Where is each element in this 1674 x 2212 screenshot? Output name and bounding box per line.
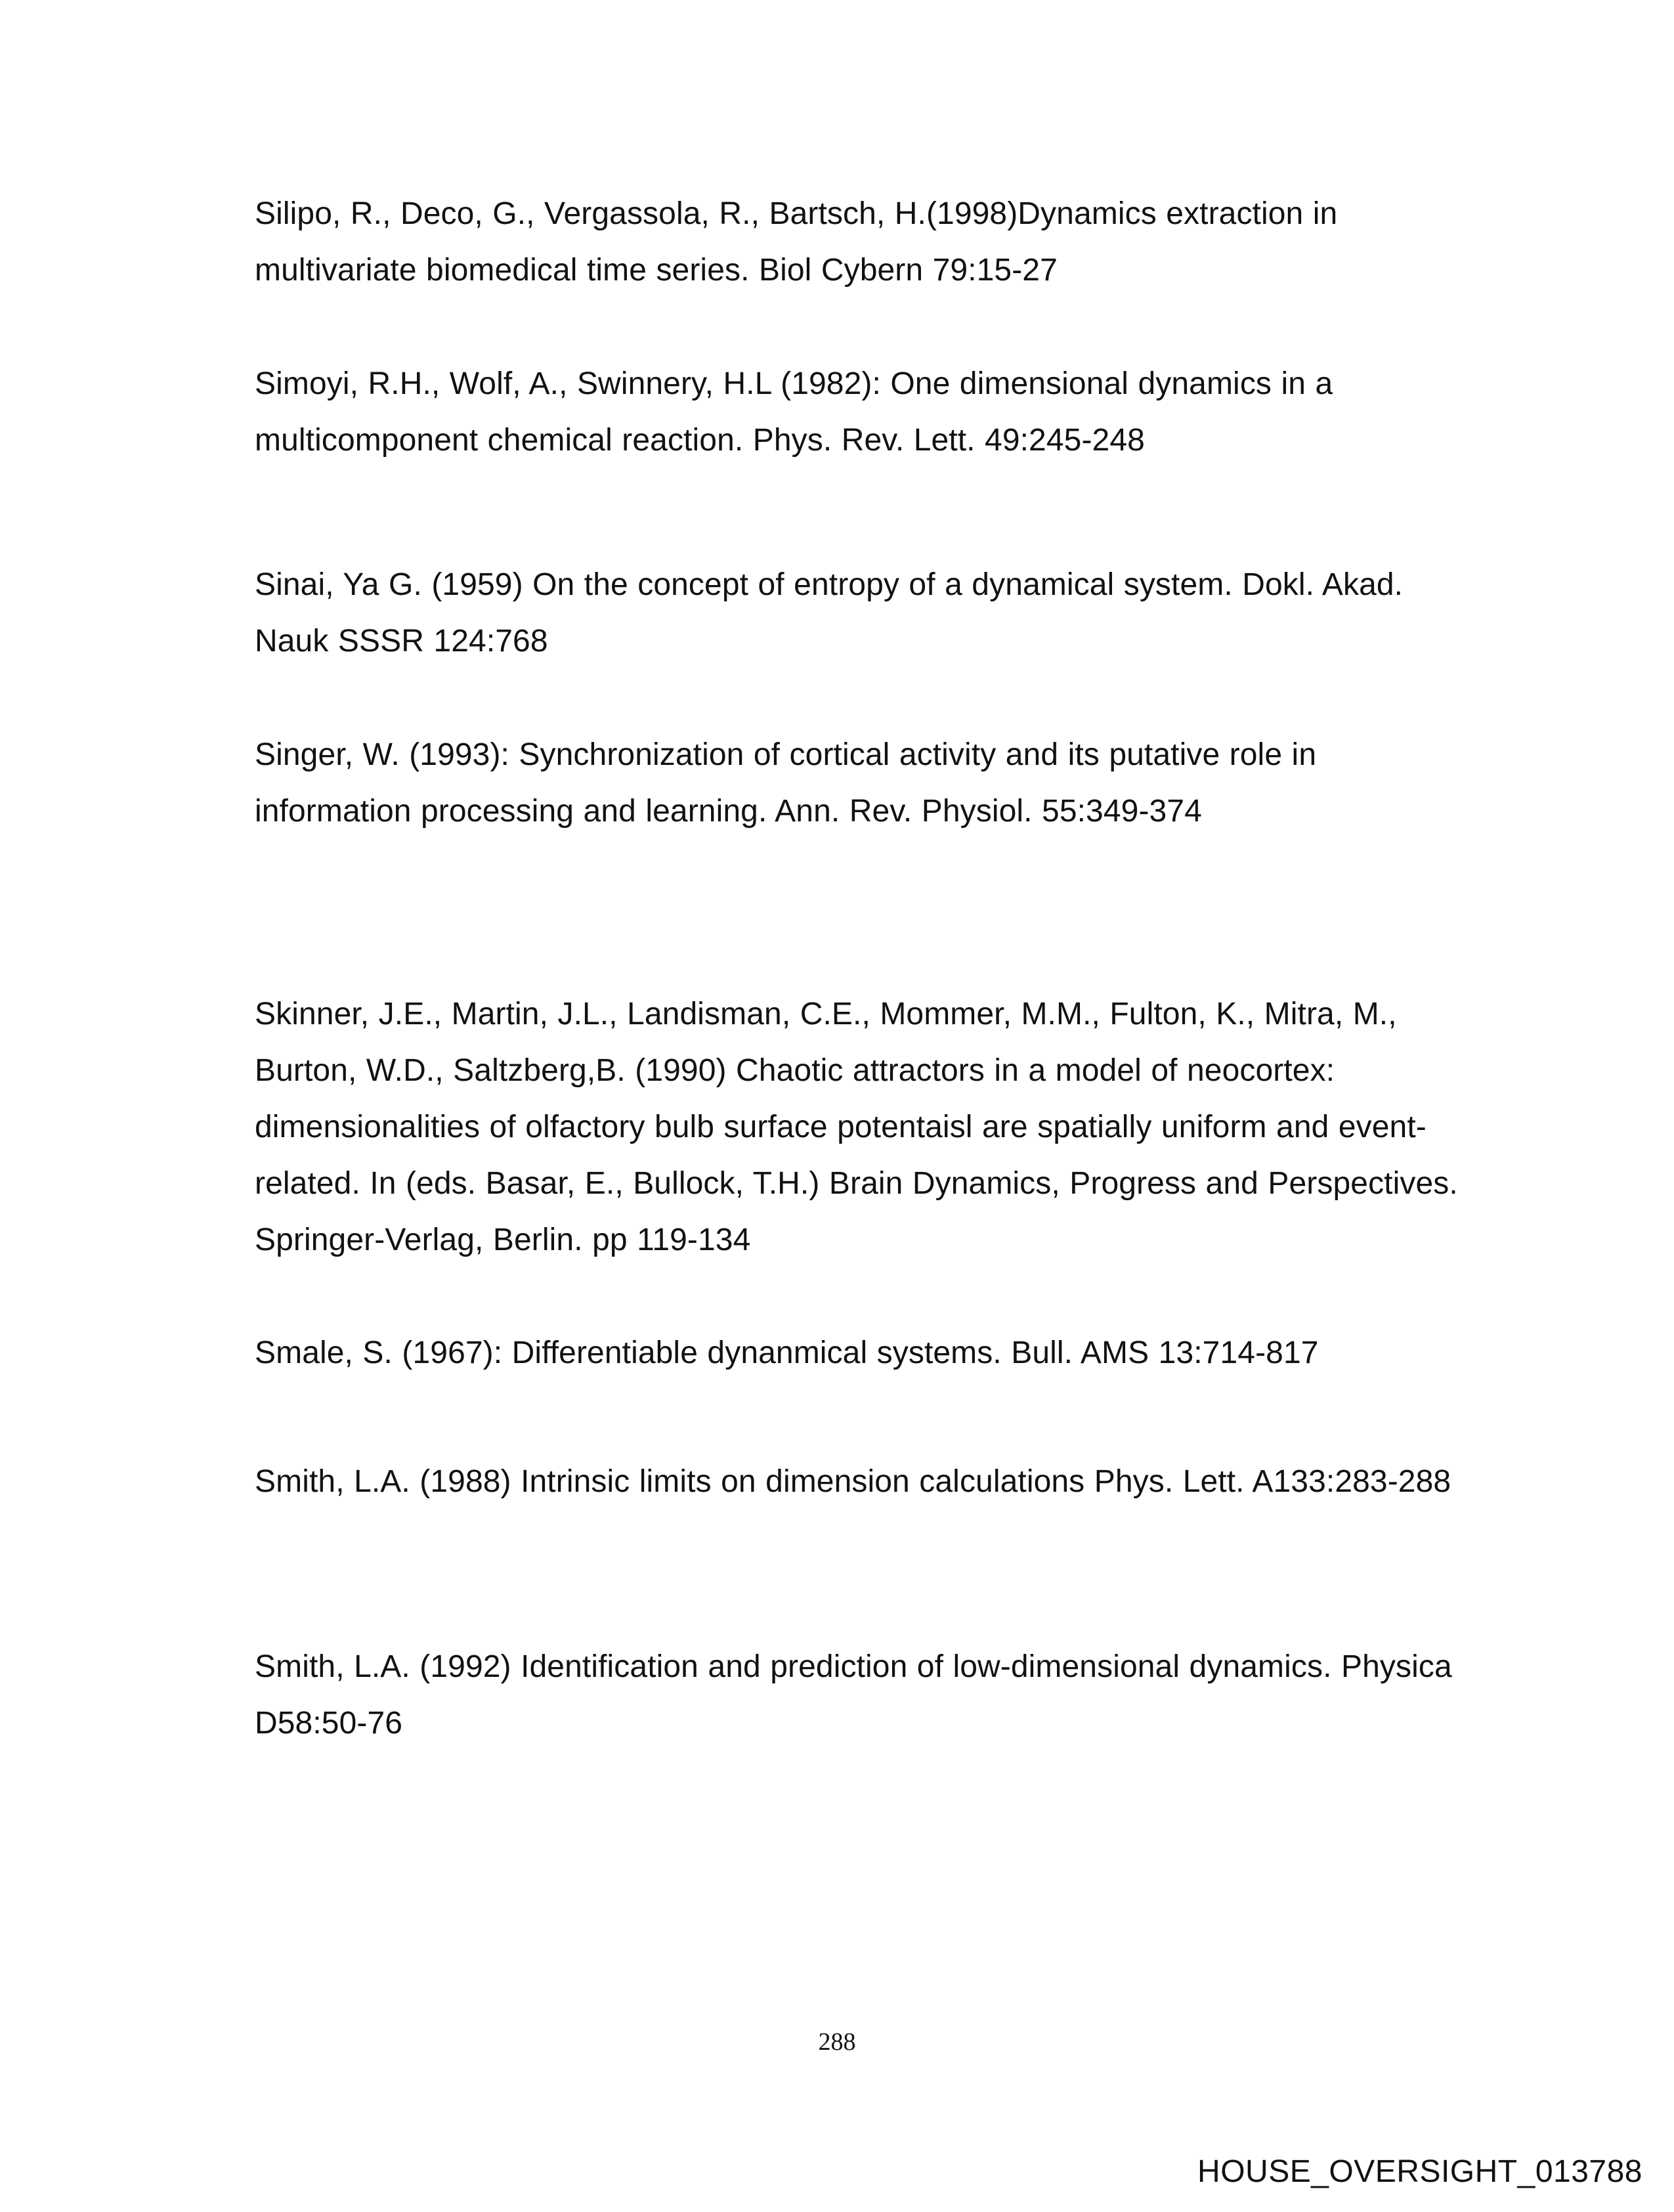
reference-entry: Smale, S. (1967): Differentiable dynanmical systems. Bull. AMS 13:714-817 xyxy=(255,1335,1319,1370)
reference-entry: Smith, L.A. (1988) Intrinsic limits on dimension calculations Phys. Lett. A133:283-288 xyxy=(255,1464,1451,1499)
reference-entry: Simoyi, R.H., Wolf, A., Swinnery, H.L (1982): One dimensional dynamics in a multicomponent chemical reaction. Phys. Rev. Lett. 49:245-248 xyxy=(255,366,1333,458)
bates-stamp: HOUSE_OVERSIGHT_013788 xyxy=(1197,2154,1642,2189)
page-number: 288 xyxy=(818,2028,856,2056)
reference-entry: Skinner, J.E., Martin, J.L., Landisman, C.E., Mommer, M.M., Fulton, K., Mitra, M., Burton, W.D., Saltzberg,B. (1990) Chaotic attractors in a model of neocortex: dimensionalities of olfactory bulb surface potentaisl are spatially uniform and event-related. In (eds. Basar, E., Bullock, T.H.) Brain Dynamics, Progress and Perspectives. Springer-Verlag, Berlin. pp 119-134 xyxy=(255,997,1458,1257)
reference-entry: Sinai, Ya G. (1959) On the concept of entropy of a dynamical system. Dokl. Akad. Nauk SSSR 124:768 xyxy=(255,567,1404,659)
reference-entry: Silipo, R., Deco, G., Vergassola, R., Bartsch, H.(1998)Dynamics extraction in multivariate biomedical time series. Biol Cybern 79:15-27 xyxy=(255,196,1338,288)
reference-entry: Smith, L.A. (1992) Identification and prediction of low-dimensional dynamics. Physica D58:50-76 xyxy=(255,1649,1452,1741)
reference-entry: Singer, W. (1993): Synchronization of cortical activity and its putative role in information processing and learning. Ann. Rev. Physiol. 55:349-374 xyxy=(255,737,1317,829)
